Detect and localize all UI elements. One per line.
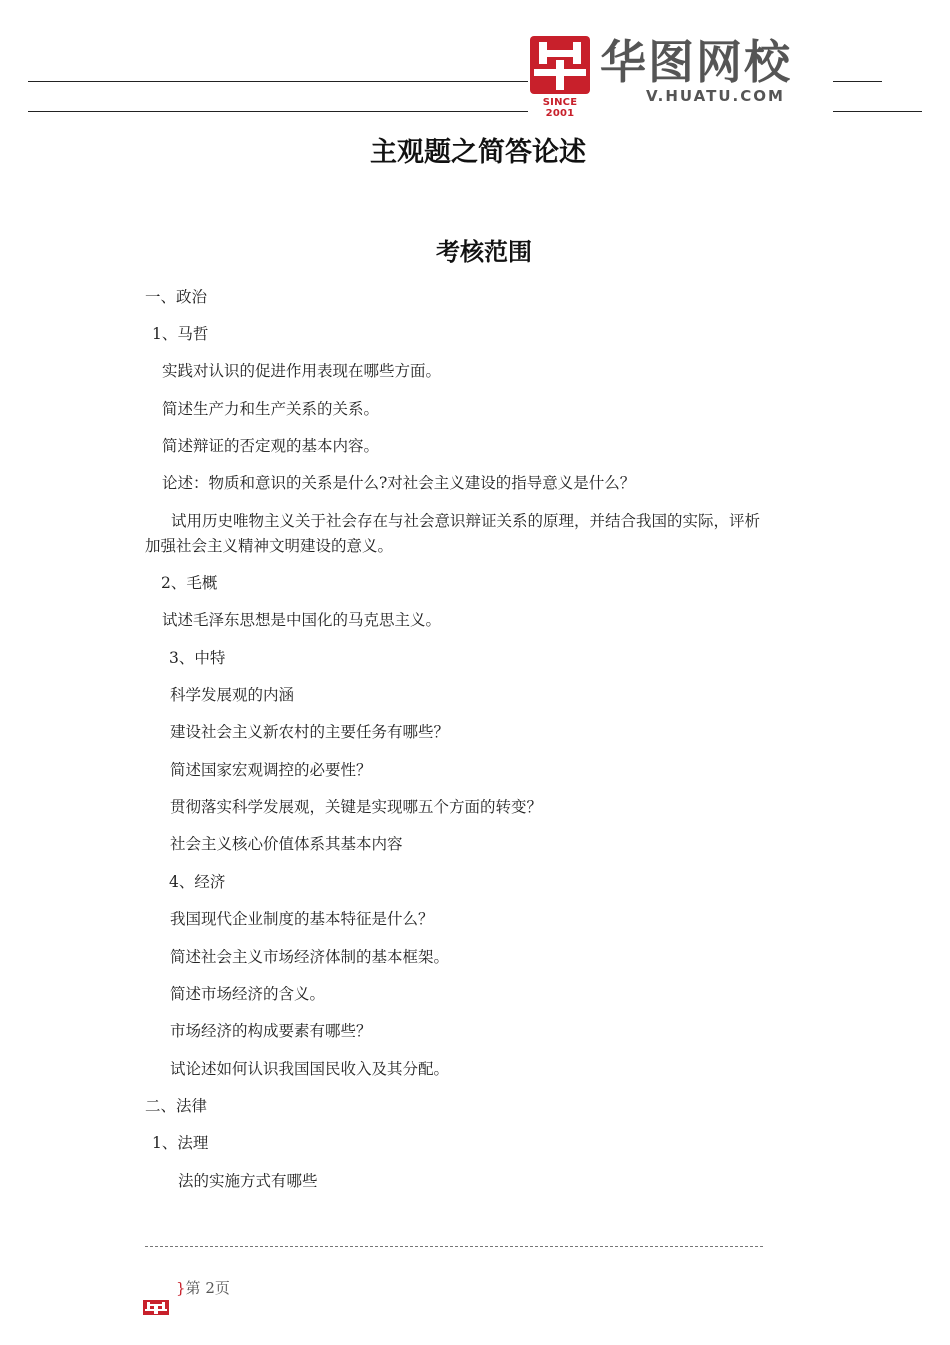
footer-brace: } [176,1279,186,1297]
list-item: 简述社会主义市场经济体制的基本框架。 [170,948,450,966]
heading-marxist-philosophy: 1、马哲 [152,325,209,343]
logo-name: 华图网校 [600,35,792,89]
list-item: 贯彻落实科学发展观，关键是实现哪五个方面的转变？ [170,798,543,816]
logo-since: SINCE 2001 [542,97,578,119]
huatu-footer-icon [143,1300,169,1315]
heading-jurisprudence: 1、法理 [152,1134,209,1152]
list-item: 简述生产力和生产关系的关系。 [162,400,380,418]
heading-mao-theory: 2、毛概 [161,574,218,592]
heading-politics: 一、政治 [145,288,208,306]
footer-rule [145,1246,763,1247]
page-title: 主观题之简答论述 [370,137,586,168]
list-item: 试述毛泽东思想是中国化的马克思主义。 [162,611,442,629]
list-item: 我国现代企业制度的基本特征是什么？ [170,910,434,928]
list-item: 社会主义核心价值体系其基本内容 [170,835,403,853]
list-item: 建设社会主义新农村的主要任务有哪些？ [170,723,450,741]
list-item: 实践对认识的促进作用表现在哪些方面。 [162,362,442,380]
list-item: 试用历史唯物主义关于社会存在与社会意识辩证关系的原理，并结合我国的实际，评析加强社会主义精神文明建设的意义。 [145,512,761,555]
logo-url: V.HUATU.COM [646,87,785,105]
list-item: 简述辩证的否定观的基本内容。 [162,437,380,455]
page-number-label: 第 2页 [185,1279,230,1297]
list-item: 科学发展观的内涵 [170,686,295,704]
list-item: 简述国家宏观调控的必要性？ [170,761,372,779]
heading-law: 二、法律 [145,1097,208,1115]
section-title: 考核范围 [436,238,532,266]
huatu-mark-icon [530,36,590,94]
list-item: 法的实施方式有哪些 [178,1172,318,1190]
huatu-logo[interactable] [528,35,833,119]
page-number [176,1277,230,1298]
heading-economics: 4、经济 [169,873,226,891]
list-item: 论述：物质和意识的关系是什么?对社会主义建设的指导意义是什么？ [162,474,636,492]
list-item: 试论述如何认识我国国民收入及其分配。 [170,1060,450,1078]
list-item: 简述市场经济的含义。 [170,985,326,1003]
list-item: 市场经济的构成要素有哪些？ [170,1022,372,1040]
heading-socialism-characteristics: 3、中特 [169,649,226,667]
